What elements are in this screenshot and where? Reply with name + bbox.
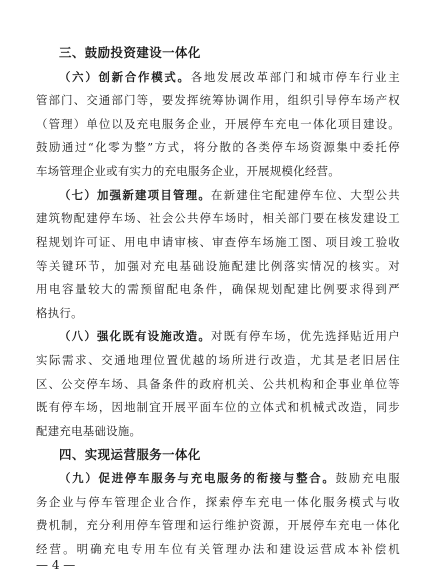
paragraph-text: 配建充电基础设施。 bbox=[36, 424, 142, 438]
paragraph-text: 用电容量较大的需预留配电条件，确保规划配建比例要求得到严 bbox=[36, 282, 400, 296]
paragraph-text: 鼓励通过“化零为整”方式，将分散的各类停车场资源集中委托停 bbox=[36, 140, 400, 154]
paragraph-text: 经营。明确充电专用车位有关管理办法和建设运营成本补偿机 bbox=[36, 542, 400, 556]
paragraph-text: 车场管理企业或有实力的充电服务企业，开展规模化经营。 bbox=[36, 164, 340, 178]
paragraph-text: 各地发展改革部门和城市停车行业主 bbox=[190, 70, 400, 84]
paragraph-line bbox=[36, 516, 400, 534]
paragraph-text: 费机制，充分利用停车管理和运行维护资源，开展停车充电一体化 bbox=[36, 518, 400, 532]
paragraph-lead: （六）创新合作模式。 bbox=[59, 70, 191, 84]
paragraph-first-line bbox=[59, 68, 400, 86]
paragraph-lead: （八）强化既有设施改造。 bbox=[59, 329, 211, 343]
page-number: — 4 — bbox=[36, 558, 76, 572]
paragraph-line bbox=[36, 398, 400, 416]
paragraph-text: 既有停车场，因地制宜开展平面车位的立体式和机械式改造，同步 bbox=[36, 400, 400, 414]
paragraph-line bbox=[36, 209, 400, 227]
paragraph-text: 对既有停车场，优先选择贴近用户 bbox=[210, 329, 400, 343]
paragraph-text: 管部门、交通部门等，要发挥统筹协调作用，组织引导停车场产权 bbox=[36, 93, 400, 107]
section-heading bbox=[59, 44, 359, 62]
heading-text: 三、鼓励投资建设一体化 bbox=[59, 45, 201, 60]
paragraph-text: 务企业与停车管理企业合作，探索停车充电一体化服务模式与收 bbox=[36, 495, 400, 509]
paragraph-text: （管理）单位以及充电服务企业，开展停车充电一体化项目建设。 bbox=[36, 117, 400, 131]
paragraph-text: 实际需求、交通地理位置优越的场所进行改造，尤其是老旧居住 bbox=[36, 353, 400, 367]
paragraph-line bbox=[36, 257, 400, 275]
paragraph-first-line bbox=[59, 469, 400, 487]
heading-text: 四、实现运营服务一体化 bbox=[59, 447, 201, 462]
paragraph-text: 在新建住宅配建停车位、大型公共 bbox=[210, 188, 400, 202]
paragraph-first-line bbox=[59, 186, 400, 204]
paragraph-text: 等关键环节，加强对充电基础设施配建比例落实情况的核实。对 bbox=[36, 259, 400, 273]
paragraph-first-line bbox=[59, 327, 400, 345]
paragraph-line bbox=[36, 138, 400, 156]
paragraph-line bbox=[36, 304, 400, 322]
paragraph-line bbox=[36, 422, 400, 440]
paragraph-line bbox=[36, 162, 400, 180]
paragraph-line bbox=[36, 280, 400, 298]
paragraph-line bbox=[36, 233, 400, 251]
paragraph-line bbox=[36, 115, 400, 133]
paragraph-text: 建筑物配建停车场、社会公共停车场时，相关部门要在核发建设工 bbox=[36, 211, 400, 225]
paragraph-text: 程规划许可证、用电申请审核、审查停车场施工图、项目竣工验收 bbox=[36, 235, 400, 249]
paragraph-line bbox=[36, 91, 400, 109]
paragraph-text: 区、公交停车场、具备条件的政府机关、公共机构和企事业单位等 bbox=[36, 377, 400, 391]
paragraph-lead: （九）促进停车服务与充电服务的衔接与整合。 bbox=[59, 471, 336, 485]
paragraph-text: 格执行。 bbox=[36, 306, 83, 320]
section-heading bbox=[59, 446, 359, 464]
paragraph-text: 鼓励充电服 bbox=[335, 471, 400, 485]
paragraph-line bbox=[36, 375, 400, 393]
paragraph-line bbox=[36, 351, 400, 369]
paragraph-line bbox=[36, 493, 400, 511]
paragraph-lead: （七）加强新建项目管理。 bbox=[59, 188, 211, 202]
